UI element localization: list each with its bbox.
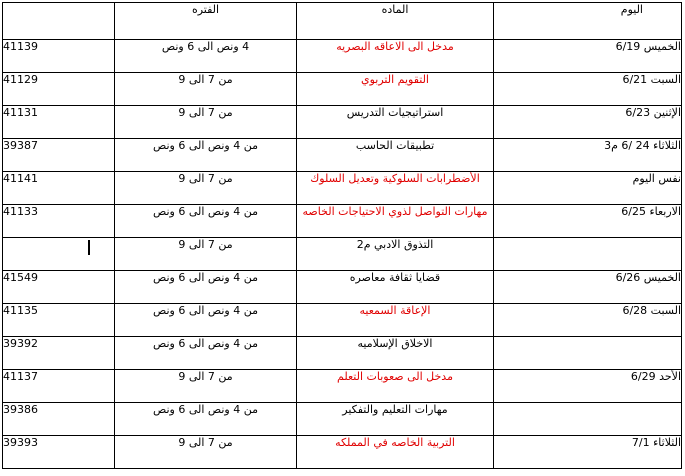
table-row	[3, 304, 682, 337]
day-cell: الأحد 6/29	[494, 370, 682, 403]
table-row	[3, 172, 682, 205]
day-cell	[494, 238, 682, 271]
period-cell: من 7 الى 9	[115, 73, 297, 106]
subject-cell: مدخل الى الاعاقه البصريه	[297, 40, 494, 73]
period-cell: من 4 ونص الى 6 ونص	[115, 271, 297, 304]
table-row	[3, 238, 682, 271]
header-subject: الماده	[297, 3, 494, 40]
header-row	[3, 3, 682, 40]
day-cell: نفس اليوم	[494, 172, 682, 205]
subject-cell: استراتيجيات التدريس	[297, 106, 494, 139]
day-cell: الاربعاء 6/25	[494, 205, 682, 238]
day-cell: الثلاثاء 24 /6 م3	[494, 139, 682, 172]
period-cell: من 7 الى 9	[115, 106, 297, 139]
period-cell: من 7 الى 9	[115, 172, 297, 205]
table-row	[3, 205, 682, 238]
subject-cell: قضايا ثقافة معاصره	[297, 271, 494, 304]
subject-cell: الاخلاق الإسلاميه	[297, 337, 494, 370]
period-cell: من 4 ونص الى 6 ونص	[115, 337, 297, 370]
day-cell: الثلاثاء 7/1	[494, 436, 682, 469]
course-code-cell: 41139	[3, 40, 115, 73]
subject-cell: التربية الخاصه في المملكه	[297, 436, 494, 469]
period-cell: 4 ونص الى 6 ونص	[115, 40, 297, 73]
subject-cell: الإعاقة السمعيه	[297, 304, 494, 337]
table-row	[3, 139, 682, 172]
day-cell: الخميس 6/26	[494, 271, 682, 304]
day-cell: السبت 6/21	[494, 73, 682, 106]
subject-cell: مهارات التعليم والتفكير	[297, 403, 494, 436]
course-code-cell: 39386	[3, 403, 115, 436]
table-row	[3, 370, 682, 403]
course-code-cell: 41141	[3, 172, 115, 205]
subject-cell: مهارات التواصل لذوي الاحتياجات الخاصه	[297, 205, 494, 238]
period-cell: من 7 الى 9	[115, 370, 297, 403]
subject-cell: التذوق الادبي م2	[297, 238, 494, 271]
subject-cell: تطبيقات الحاسب	[297, 139, 494, 172]
course-code-cell: 41133	[3, 205, 115, 238]
day-cell: السبت 6/28	[494, 304, 682, 337]
header-code	[3, 3, 115, 40]
text-cursor	[88, 240, 90, 255]
subject-cell: الأضطرابات السلوكية وتعديل السلوك	[297, 172, 494, 205]
course-code-cell: 39387	[3, 139, 115, 172]
header-period: الفتره	[115, 3, 297, 40]
period-cell: من 7 الى 9	[115, 436, 297, 469]
subject-cell: التقويم التربوي	[297, 73, 494, 106]
course-code-cell: 39392	[3, 337, 115, 370]
course-code-cell: 39393	[3, 436, 115, 469]
exam-schedule-table	[2, 2, 682, 469]
table-row	[3, 436, 682, 469]
period-cell: من 4 ونص الى 6 ونص	[115, 205, 297, 238]
table-row	[3, 271, 682, 304]
subject-cell: مدخل الى صعوبات التعلم	[297, 370, 494, 403]
table-row	[3, 40, 682, 73]
day-cell	[494, 403, 682, 436]
course-code-cell: 41135	[3, 304, 115, 337]
table-row	[3, 73, 682, 106]
course-code-cell: 41137	[3, 370, 115, 403]
period-cell: من 4 ونص الى 6 ونص	[115, 139, 297, 172]
course-code-cell: 41549	[3, 271, 115, 304]
day-cell	[494, 337, 682, 370]
day-cell: الخميس 6/19	[494, 40, 682, 73]
header-day: اليوم	[494, 3, 682, 40]
table-row	[3, 337, 682, 370]
course-code-cell: 41129	[3, 73, 115, 106]
table-row	[3, 106, 682, 139]
day-cell: الإثنين 6/23	[494, 106, 682, 139]
course-code-cell: 41131	[3, 106, 115, 139]
period-cell: من 4 ونص الى 6 ونص	[115, 403, 297, 436]
period-cell: من 7 الى 9	[115, 238, 297, 271]
schedule-body	[3, 40, 682, 469]
period-cell: من 4 ونص الى 6 ونص	[115, 304, 297, 337]
table-row	[3, 403, 682, 436]
course-code-cell	[3, 238, 115, 271]
